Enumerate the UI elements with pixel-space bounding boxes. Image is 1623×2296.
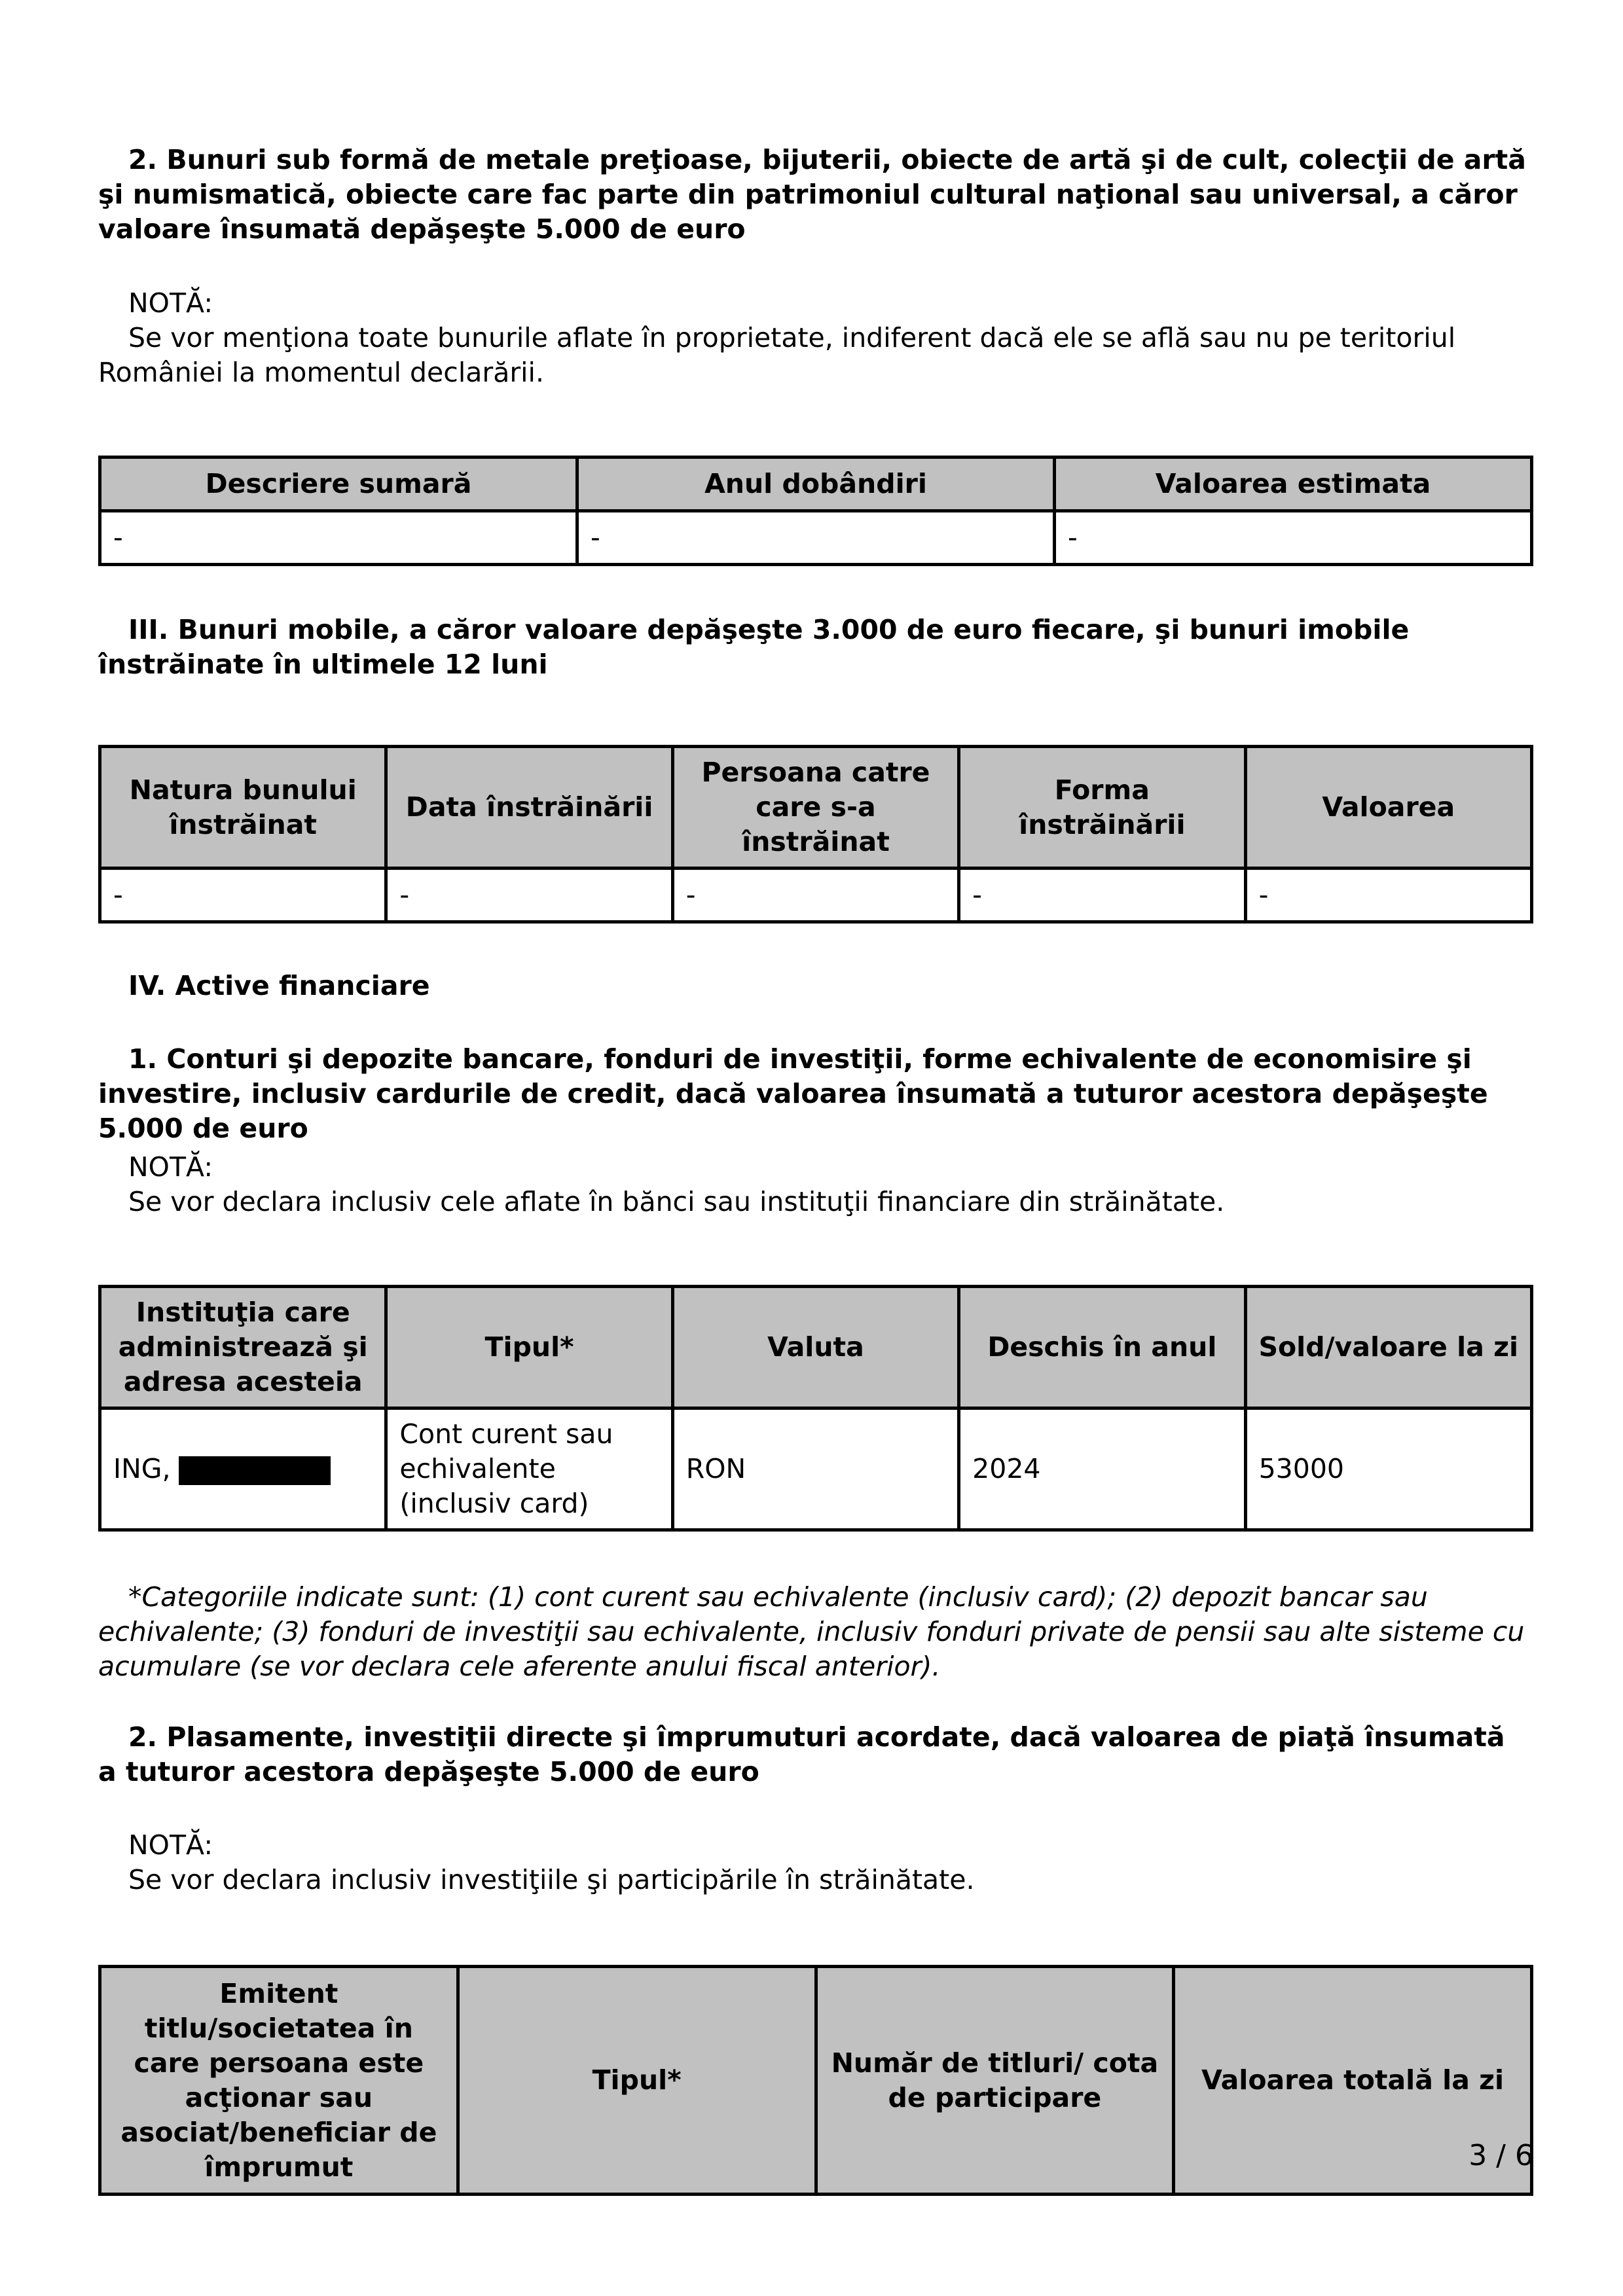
section-4-2 — [98, 1720, 1532, 1789]
table-investments — [98, 1965, 1533, 2196]
table-header: Tipul* — [458, 1967, 816, 2195]
table-cell: - — [577, 511, 1055, 565]
section-4 — [98, 969, 1532, 1003]
table-cell-institution — [100, 1408, 386, 1530]
table-header: Sold/valoare la zi — [1245, 1287, 1531, 1408]
table-cell: - — [100, 869, 386, 922]
table-row — [100, 869, 1532, 922]
table-header: Emitent titlu/societatea în care persoana este acţionar sau asociat/beneficiar de împrumut — [100, 1967, 458, 2195]
note-text: Se vor menţiona toate bunurile aflate în proprietate, indiferent dacă ele se află sau nu pe teritoriul României la momentul declarării. — [98, 322, 1456, 388]
table-cell: RON — [672, 1408, 958, 1530]
section-4-2-note — [98, 1828, 1532, 1897]
note-text: Se vor declara inclusiv investiţiile şi participările în străinătate. — [128, 1864, 975, 1895]
table-valuables — [98, 456, 1533, 566]
table-header: Deschis în anul — [959, 1287, 1245, 1408]
section-4-2-title: 2. Plasamente, investiţii directe şi împrumuturi acordate, dacă valoarea de piaţă însumată a tuturor acestora depăşeşte 5.000 de euro — [98, 1721, 1505, 1787]
section-3-title: III. Bunuri mobile, a căror valoare depăşeşte 3.000 de euro fiecare, şi bunuri imobile înstrăinate în ultimele 12 luni — [98, 614, 1410, 680]
table-cell: 2024 — [959, 1408, 1245, 1530]
table-header: Valoarea — [1245, 747, 1531, 869]
table-header: Instituţia care administrează şi adresa acesteia — [100, 1287, 386, 1408]
table-header: Anul dobândiri — [577, 457, 1055, 511]
table-header: Număr de titluri/ cota de participare — [816, 1967, 1174, 2195]
table-alienated-goods — [98, 745, 1533, 924]
table-cell: Cont curent sau echivalente (inclusiv card) — [386, 1408, 672, 1530]
section-4-1-note — [98, 1150, 1532, 1219]
section-4-title: IV. Active financiare — [128, 970, 430, 1001]
institution-name: ING, — [113, 1453, 171, 1484]
table-header: Data înstrăinării — [386, 747, 672, 869]
section-4-1 — [98, 1042, 1532, 1146]
table-header: Persoana catre care s-a înstrăinat — [672, 747, 958, 869]
section-4-1-title: 1. Conturi şi depozite bancare, fonduri de investiţii, forme echivalente de economisire şi investire, inclusiv cardurile de credit, dacă valoarea însumată a tuturor acestora depăşeşte 5.000 de euro — [98, 1043, 1488, 1144]
table-cell: - — [959, 869, 1245, 922]
footnote-text: *Categoriile indicate sunt: (1) cont curent sau echivalente (inclusiv card); (2) depozit bancar sau echivalente; (3) fonduri de investiţii sau echivalente, inclusiv fonduri private de pensii sau alte sisteme cu acumulare (se vor declara cele aferente anului fiscal anterior). — [98, 1581, 1525, 1682]
note-text: Se vor declara inclusiv cele aflate în bănci sau instituţii financiare din străinătate. — [128, 1186, 1225, 1217]
table-header: Forma înstrăinării — [959, 747, 1245, 869]
table-header: Descriere sumară — [100, 457, 577, 511]
table-cell: - — [672, 869, 958, 922]
table-header: Tipul* — [386, 1287, 672, 1408]
note-label: NOTĂ: — [128, 287, 213, 319]
section-3 — [98, 613, 1532, 682]
table-header: Valoarea estimata — [1055, 457, 1532, 511]
section-2-title: 2. Bunuri sub formă de metale preţioase, bijuterii, obiecte de artă şi de cult, colecţii de artă şi numismatică, obiecte care fac parte din patrimoniul cultural naţional sau universal, a căror valoare însumată depăşeşte 5.000 de euro — [98, 144, 1526, 245]
note-label: NOTĂ: — [128, 1151, 213, 1183]
table-cell: - — [100, 511, 577, 565]
redaction-bar — [179, 1456, 331, 1485]
table-row — [100, 1408, 1532, 1530]
table-row — [100, 511, 1532, 565]
table-cell: 53000 — [1245, 1408, 1531, 1530]
page-number: 3 / 6 — [1468, 2139, 1533, 2172]
note-label: NOTĂ: — [128, 1829, 213, 1861]
table-header: Natura bunului înstrăinat — [100, 747, 386, 869]
table-header: Valoarea totală la zi — [1174, 1967, 1532, 2195]
footnote — [98, 1580, 1532, 1684]
section-2-note — [98, 286, 1532, 390]
table-bank-accounts — [98, 1285, 1533, 1532]
section-2 — [98, 143, 1532, 247]
table-cell: - — [1055, 511, 1532, 565]
table-header: Valuta — [672, 1287, 958, 1408]
table-cell: - — [1245, 869, 1531, 922]
table-cell: - — [386, 869, 672, 922]
